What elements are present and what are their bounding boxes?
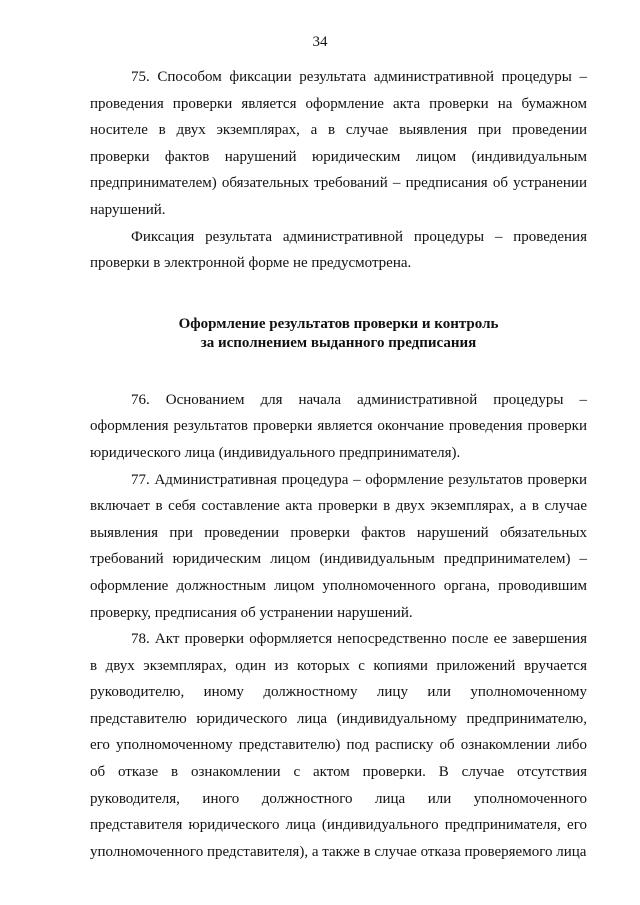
paragraph-76: 76. Основанием для начала административной процедуры – оформления результатов проверки является окончание проведения проверки юридического лица (индивидуального предпринимателя).	[90, 391, 587, 461]
section-heading	[90, 315, 587, 353]
paragraph-78: 78. Акт проверки оформляется непосредственно после ее завершения в двух экземплярах, один из которых с копиями приложений вручается руководителю, иному должностному лицу или уполномоченному представителю юридического лица (индивидуальному предпринимателю, его уполномоченному представителю) под расписку об ознакомлении либо об отказе в ознакомлении с актом проверки. В случае отсутствия руководителя, иного должностного лица или уполномоченного представителя юридического лица (индивидуального предпринимателя, его уполномоченного представителя), а также в случае отказа проверяемого лица	[90, 631, 587, 860]
section-heading-line-2: за исполнением выданного предписания	[200, 334, 477, 351]
paragraph-75: 75. Способом фиксации результата административной процедуры – проведения проверки является оформление акта проверки на бумажном носителе в двух экземплярах, а в случае выявления при проведении проверки фактов нарушений юридическим лицом (индивидуальным предпринимателем) обязательных требований – предписания об устранении нарушений.	[90, 69, 587, 218]
section-heading-line-1: Оформление результатов проверки и контроль	[178, 315, 499, 332]
paragraph-77: 77. Административная процедура – оформление результатов проверки включает в себя составление акта проверки в двух экземплярах, а в случае выявления при проведении проверки фактов нарушений обязательных требований юридическим лицом (индивидуальным предпринимателем) – оформление должностным лицом уполномоченного органа, проводившим проверку, предписания об устранении нарушений.	[90, 471, 587, 621]
page-number: 34	[312, 34, 328, 50]
document-body	[90, 64, 587, 865]
paragraph-fixation: Фиксация результата административной процедуры – проведения проверки в электронной форме не предусмотрена.	[90, 228, 587, 272]
